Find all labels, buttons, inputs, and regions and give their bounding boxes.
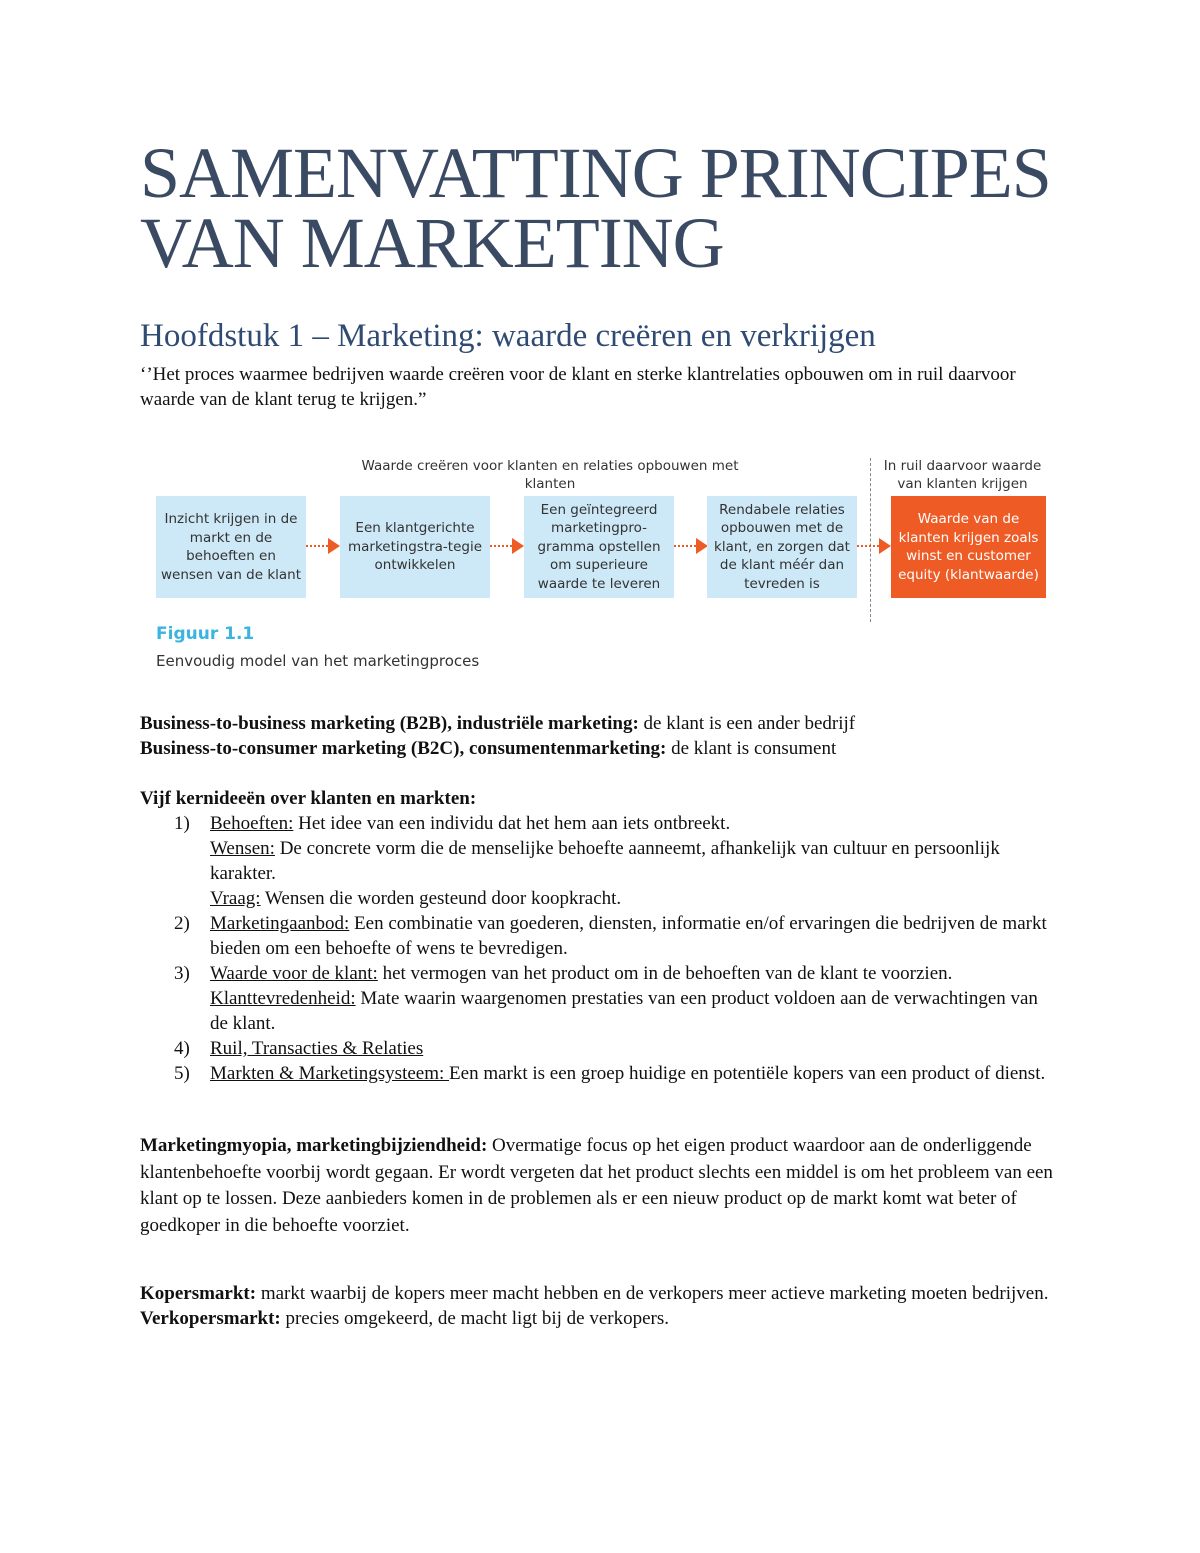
term: Wensen: [210,838,275,859]
core-ideas-heading-text: Vijf kernideeën over klanten en markten: [140,788,477,809]
term: Ruil, Transacties & Relaties [210,1038,424,1059]
term-text: Het idee van een individu dat het hem aan iets ontbreekt. [293,813,731,834]
core-ideas-list [140,811,1060,1086]
term: Marketingaanbod: [210,913,350,934]
b2b-text: de klant is een ander bedrijf [638,713,856,734]
figure-header-left: Waarde creëren voor klanten en relaties opbouwen met klanten [361,458,739,492]
term: Behoeften: [210,813,294,834]
intro-quote: ‘’Het proces waarmee bedrijven waarde creëren voor de klant en sterke klantrelaties opbouwen om in ruil daarvoor waarde van de klant terug te krijgen.” [140,364,1016,410]
chapter-heading: Hoofdstuk 1 – Marketing: waarde creëren en verkrijgen [140,318,876,354]
myopia-definition [140,1133,1060,1239]
list-number: 3) [174,963,190,984]
process-step-1: Inzicht krijgen in de markt en de behoeften en wensen van de klant [156,496,306,598]
list-line [210,836,1060,886]
list-line [210,986,1060,1036]
list-number: 4) [174,1038,190,1059]
list-line [210,886,1060,911]
process-result: Waarde van de klanten krijgen zoals winst en customer equity (klantwaarde) [891,496,1046,598]
list-line [210,1036,1060,1061]
list-number: 5) [174,1063,190,1084]
figure-label: Figuur 1.1 [156,624,255,644]
list-item [140,1036,1060,1061]
term: Markten & Marketingsysteem: [210,1063,450,1084]
b2b-term: Business-to-business marketing (B2B), industriële marketing: [140,713,639,734]
b2c-text: de klant is consument [666,738,837,759]
market-definitions [140,1281,1060,1331]
term: Vraag: [210,888,261,909]
b2c-term: Business-to-consumer marketing (B2C), consumentenmarketing: [140,738,667,759]
sellers-market-term: Verkopersmarkt: [140,1308,281,1329]
list-line [210,1061,1060,1086]
list-line [210,961,1060,986]
term-text: Wensen die worden gesteund door koopkracht. [260,888,622,909]
myopia-text: Overmatige focus op het eigen product waardoor aan de onderliggende klantenbehoefte voorbij wordt gegaan. Er wordt vergeten dat het product slechts een middel is om het probleem van een klant op te lossen. Deze aanbieders komen in de problemen als er een nieuw product op de markt komt wat beter of goedkoper in die behoefte voorziet. [140,1135,1053,1236]
term-text: Een markt is een groep huidige en potentiële kopers van een product of dienst. [449,1063,1046,1084]
document-title: SAMENVATTING PRINCIPES VAN MARKETING [140,133,1051,283]
buyers-market-term: Kopersmarkt: [140,1283,257,1304]
list-item [140,811,1060,911]
term-text: Een combinatie van goederen, diensten, informatie en/of ervaringen die bedrijven de markt bieden om een behoefte of wens te bevredigen. [210,913,1047,959]
arrow-icon [306,538,340,554]
list-line [210,811,1060,836]
term: Waarde voor de klant: [210,963,378,984]
arrow-icon [490,538,524,554]
figure-header-right: In ruil daarvoor waarde van klanten krijgen [883,458,1042,492]
term-text: De concrete vorm die de menselijke behoefte aanneemt, afhankelijk van cultuur en persoonlijk karakter. [210,838,1000,884]
list-item [140,961,1060,1036]
marketing-process-figure [150,452,1055,677]
arrow-icon [857,538,891,554]
core-ideas-heading [140,786,1060,811]
list-number: 1) [174,813,190,834]
list-number: 2) [174,913,190,934]
list-line [210,911,1060,961]
b2b-definition [140,711,1060,761]
myopia-term: Marketingmyopia, marketingbijziendheid: [140,1135,488,1156]
list-item [140,1061,1060,1086]
arrow-icon [674,538,708,554]
figure-caption: Eenvoudig model van het marketingproces [156,652,480,670]
term-text: het vermogen van het product om in de behoeften van de klant te voorzien. [377,963,953,984]
term: Klanttevredenheid: [210,988,356,1009]
process-step-3: Een geïntegreerd marketingpro-gramma opstellen om superieure waarde te leveren [524,496,674,598]
process-step-2: Een klantgerichte marketingstra-tegie ontwikkelen [340,496,490,598]
process-step-4: Rendabele relaties opbouwen met de klant, en zorgen dat de klant méér dan tevreden is [707,496,857,598]
sellers-market-text: precies omgekeerd, de macht ligt bij de verkopers. [280,1308,670,1329]
term-text: Mate waarin waargenomen prestaties van een product voldoen aan de verwachtingen van de klant. [210,988,1038,1034]
list-item [140,911,1060,961]
buyers-market-text: markt waarbij de kopers meer macht hebben en de verkopers meer actieve marketing moeten bedrijven. [256,1283,1049,1304]
